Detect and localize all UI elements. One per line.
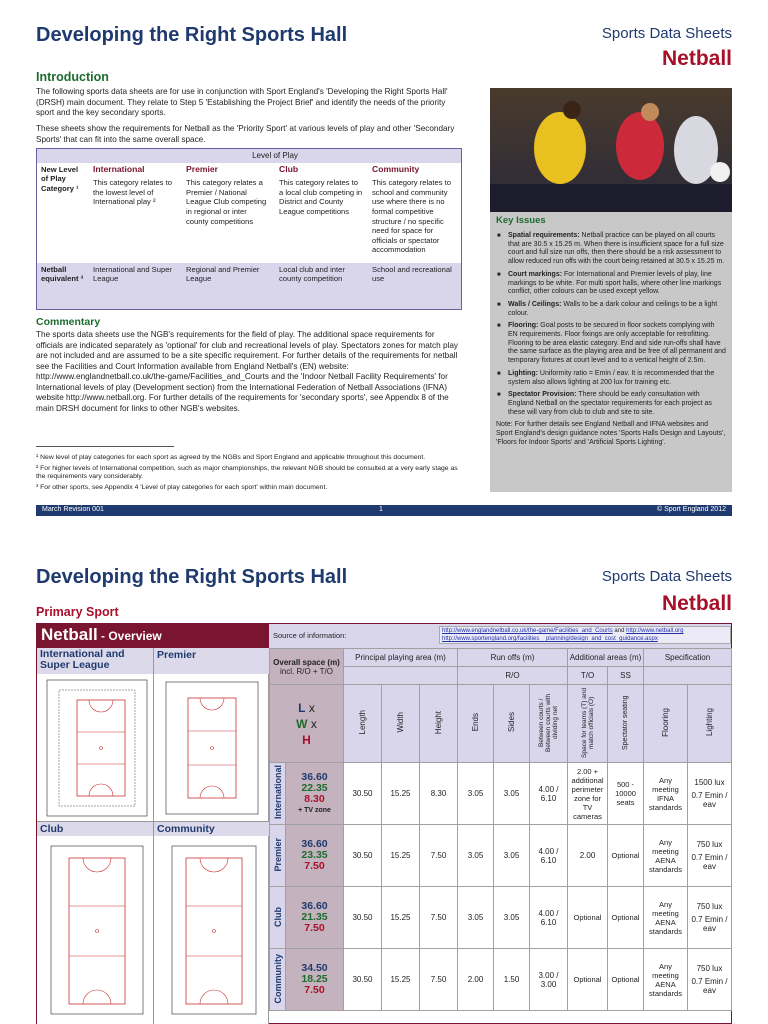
overview-table — [269, 648, 732, 1011]
overview-title-bar — [37, 624, 269, 648]
level-of-play-table — [36, 148, 462, 310]
key-item-court-markings: ■ Court markings: For International and Premier levels of play, line markings to be white. For multi sport halls, where other line markings conflict, other colours can be used except yellow. — [496, 271, 726, 297]
panel-premier-label: Premier — [154, 648, 269, 674]
cell-ends: 3.05 — [458, 763, 494, 825]
desc-community: This category relates to school and community use where there is no formal competitive structure / no specific need for space for officials or spectator accommodation — [372, 178, 451, 255]
cell-length: 30.50 — [344, 825, 382, 887]
cell-teams-officials: 2.00 — [568, 825, 608, 887]
cell-ends: 3.05 — [458, 887, 494, 949]
source-link-netball-org[interactable]: http://www.netball.org — [626, 628, 684, 634]
cell-ends: 3.05 — [458, 825, 494, 887]
key-issues-heading: Key Issues — [496, 215, 546, 226]
page1-footer — [36, 505, 732, 516]
cell-spectator: Optional — [608, 825, 644, 887]
cell-flooring: Any meeting AENA standards — [644, 825, 688, 887]
cell-teams-officials: Optional — [568, 949, 608, 1011]
overall-space-header: Overall space (m) incl. R/O + T/O — [270, 649, 344, 685]
runoffs-header: Run offs (m) — [458, 649, 568, 667]
table-row — [270, 825, 732, 887]
col-between: Between courts / Between courts with dividing net — [538, 693, 559, 752]
col-spectator: Spectator seating — [621, 695, 629, 750]
overall-community: 34.50 18.25 7.50 — [286, 949, 344, 1011]
page1-sport: Netball — [661, 47, 732, 70]
col-sides: Sides — [507, 712, 516, 733]
commentary-heading: Commentary — [36, 316, 101, 328]
cell-length: 30.50 — [344, 763, 382, 825]
cell-height: 7.50 — [420, 887, 458, 949]
overall-premier: 36.60 23.35 7.50 — [286, 825, 344, 887]
cell-between: 3.00 / 3.00 — [530, 949, 568, 1011]
overview-title: Netball — [41, 625, 98, 644]
row-label-club: Club — [272, 906, 283, 927]
panel-international-label: International and Super League — [37, 648, 153, 674]
cell-width: 15.25 — [382, 825, 420, 887]
overall-club: 36.60 21.35 7.50 — [286, 887, 344, 949]
source-link-england-netball[interactable]: http://www.englandnetball.co.uk/the-game/Facilities_and_Courts — [442, 628, 613, 634]
ppa-header: Principal playing area (m) — [344, 649, 458, 667]
to-subheader: T/O — [568, 667, 608, 685]
col-height: Height — [434, 710, 443, 735]
equiv-community: School and recreational use — [368, 263, 461, 309]
cell-flooring: Any meeting IFNA standards — [644, 763, 688, 825]
footnote-divider — [36, 446, 174, 447]
page2-series: Sports Data Sheets — [601, 568, 732, 585]
row-label-premier: Premier — [272, 837, 283, 872]
overview-panel — [36, 623, 732, 1024]
col-community: Community — [372, 163, 420, 174]
key-item-spatial: ■ Spatial requirements: Netball practice can be played on all courts that are 30.5 x 15.25 m. When there is insufficient space for a full size court and full size run offs, then there should be a risk assessment to allow reduced run offs with the court being retained at 30.5 x 15.25 m. — [496, 232, 726, 267]
cell-teams-officials: Optional — [568, 887, 608, 949]
cell-sides: 3.05 — [494, 887, 530, 949]
netball-action-photo — [490, 88, 732, 212]
col-club: Club — [279, 163, 299, 174]
cell-width: 15.25 — [382, 949, 420, 1011]
cell-lighting: 750 lux 0.7 Emin / eav — [688, 825, 732, 887]
key-item-flooring: ■ Flooring: Goal posts to be secured in floor sockets complying with EN requirements. Floor fixings are only acceptable for retrofitting. Flooring to be area elastic category. End and side run-offs shall have the same surface as the playing area and be free of all permanent and temporary fixtures at court level and to a vertical height of 2.5m. — [496, 322, 726, 366]
court-diagram-community — [164, 840, 264, 1020]
court-diagram-international — [45, 678, 149, 818]
key-issues-panel — [490, 212, 732, 492]
cell-sides: 1.50 — [494, 949, 530, 1011]
equiv-international: International and Super League — [89, 263, 182, 309]
cell-flooring: Any meeting AENA standards — [644, 887, 688, 949]
additional-areas-header: Additional areas (m) — [568, 649, 644, 667]
cell-ends: 2.00 — [458, 949, 494, 1011]
cell-sides: 3.05 — [494, 763, 530, 825]
court-diagram-club — [47, 840, 147, 1020]
col-premier: Premier — [186, 163, 219, 174]
col-ends: Ends — [471, 713, 480, 732]
footnote-2: ² For higher levels of International competition, such as major championships, the relevant NGB should be consulted at a very early stage as the requirements vary considerably. — [36, 464, 458, 481]
col-width: Width — [396, 712, 405, 733]
cell-lighting: 750 lux 0.7 Emin / eav — [688, 887, 732, 949]
overall-international: 36.60 22.35 8.30 + TV zone — [286, 763, 344, 825]
footnote-3: ³ For other sports, see Appendix 4 'Level of play categories for each sport' within main document. — [36, 483, 328, 491]
col-flooring: Flooring — [661, 708, 670, 737]
new-level-label: New Level of Play Category ¹ — [41, 164, 79, 193]
court-diagram-premier — [162, 678, 262, 818]
desc-international: This category relates to the lowest level of International play ² — [93, 178, 172, 207]
specification-header: Specification — [644, 649, 732, 667]
level-of-play-header: Level of Play — [89, 149, 461, 163]
page2-title: Developing the Right Sports Hall — [36, 566, 348, 588]
primary-sport-label: Primary Sport — [36, 605, 119, 619]
footer-revision: March Revision 001 — [42, 506, 104, 513]
panel-community-label: Community — [154, 822, 269, 836]
cell-lighting: 750 lux 0.7 Emin / eav — [688, 949, 732, 1011]
cell-flooring: Any meeting AENA standards — [644, 949, 688, 1011]
intro-paragraph-2: These sheets show the requirements for Netball as the 'Priority Sport' at various levels of play and other 'Secondary Sports' that can fit into the same overall space. — [36, 124, 455, 144]
row-label-community: Community — [272, 953, 283, 1004]
table-row — [270, 887, 732, 949]
cell-height: 8.30 — [420, 763, 458, 825]
footnotes — [36, 454, 466, 492]
footer-page-number: 1 — [379, 506, 383, 513]
col-teams-officials: Space for teams (T) and match officials (O) — [580, 687, 595, 758]
commentary-text: The sports data sheets use the NGB's requirements for the field of play. The additional space requirements for officials are indicated separately as 'optional' for club and recreational levels of play. Spectators zones for match play are not included and are assumed to be a site specific requirement. For further details of the requirements for netball see the Facilities and Court Information available from England Netball's (EN) website: http://www.englandnetball.co.uk/the-game/Facilities_and_Courts and the 'Indoor Netball Facility Requirements' for International levels of play (Development section) from the International Federation of Netball Associations (IFNA) website http://www.netball.org. For further details of the requirements for 'secondary sports', see Appendix 8 of the main DRSH document for links to other NGB's websites. — [36, 330, 458, 413]
desc-club: This category relates to a local club competing in District and County League competitions — [279, 178, 363, 216]
photo-illustration — [490, 88, 732, 212]
desc-premier: This category relates a Premier / National League Club competing in regional or inter county competitions — [186, 178, 267, 226]
dims-key: L x W x H — [270, 685, 344, 763]
footnote-1: ¹ New level of play categories for each sport as agreed by the NGBs and Sport England and applicable throughout this document. — [36, 454, 426, 461]
intro-heading: Introduction — [36, 70, 109, 84]
col-international: International — [93, 163, 145, 174]
key-issues-list — [496, 232, 726, 417]
page1-series: Sports Data Sheets — [601, 25, 732, 42]
cell-spectator: Optional — [608, 887, 644, 949]
key-item-lighting: ■ Lighting: Uniformity ratio = Emin / eav. It is recommended that the system also allows lighting at 200 lux for training etc. — [496, 370, 726, 387]
key-item-spectator: ■ Spectator Provision: There should be early consultation with England Netball on the spectator requirements for each project as these will vary from club to club and site to site. — [496, 391, 726, 417]
table-row — [270, 949, 732, 1011]
equiv-premier: Regional and Premier League — [182, 263, 275, 309]
page2-sport: Netball — [661, 592, 732, 615]
cell-height: 7.50 — [420, 949, 458, 1011]
source-link-sport-england[interactable]: http://www.sportengland.org/facilities__planning/design_and_cost_guidance.aspx — [442, 636, 658, 642]
netball-equivalent-label: Netball equivalent ³ — [37, 263, 89, 309]
page1-title: Developing the Right Sports Hall — [36, 24, 348, 46]
source-of-information: Source of information: http://www.englandnetball.co.uk/the-game/Facilities_and_Courts and http://www.netball.org http://www.sportengland.org/facilities__planning/design_and_cost_guidance.aspx — [269, 624, 731, 648]
cell-length: 30.50 — [344, 887, 382, 949]
cell-lighting: 1500 lux 0.7 Emin / eav — [688, 763, 732, 825]
ss-subheader: SS — [608, 667, 644, 685]
col-lighting: Lighting — [705, 708, 714, 737]
panel-club-label: Club — [37, 822, 153, 836]
cell-height: 7.50 — [420, 825, 458, 887]
equiv-club: Local club and inter county competition — [275, 263, 368, 309]
table-row — [270, 763, 732, 825]
cell-teams-officials: 2.00 + additional perimeter zone for TV cameras — [568, 763, 608, 825]
footer-copyright: © Sport England 2012 — [657, 506, 726, 513]
key-item-walls: ■ Walls / Ceilings: Walls to be a dark colour and ceilings to be a light colour. — [496, 301, 726, 318]
cell-sides: 3.05 — [494, 825, 530, 887]
intro-paragraph-1: The following sports data sheets are for use in conjunction with Sport England's 'Developing the Right Sports Hall' (DRSH) main document. They relate to Step 5 'Establishing the Project Brief' and identify the needs of the priority sport and the key secondary sports. — [36, 87, 448, 117]
court-diagrams — [37, 648, 269, 1024]
cell-between: 4.00 / 6.10 — [530, 825, 568, 887]
cell-width: 15.25 — [382, 887, 420, 949]
overview-subtitle: - Overview — [97, 629, 162, 643]
cell-between: 4.00 / 6.10 — [530, 763, 568, 825]
col-length: Length — [358, 710, 367, 735]
row-label-international: International — [272, 765, 283, 820]
source-label: Source of information: — [273, 631, 347, 640]
ro-subheader: R/O — [458, 667, 568, 685]
cell-length: 30.50 — [344, 949, 382, 1011]
cell-width: 15.25 — [382, 763, 420, 825]
cell-between: 4.00 / 6.10 — [530, 887, 568, 949]
key-issues-note: Note: For further details see England Netball and IFNA websites and Sport England's design guidance notes 'Sports Halls Design and Layouts', 'Floors for Indoor Sports' and 'Artificial Sports Lighting'. — [496, 421, 726, 446]
cell-spectator: 500 - 10000 seats — [608, 763, 644, 825]
cell-spectator: Optional — [608, 949, 644, 1011]
